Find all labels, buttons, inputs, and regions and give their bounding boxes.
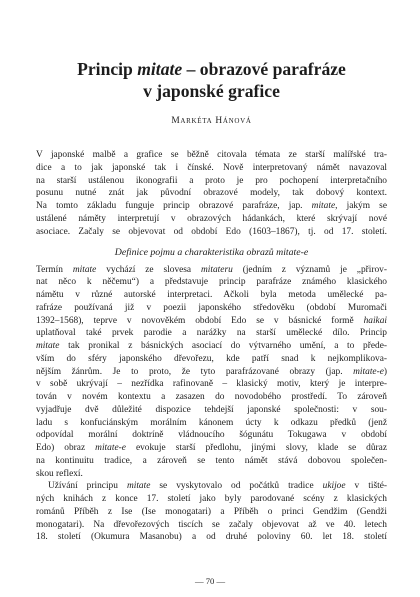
body-line: ných knihách z konce 17. století jako byly parodované scény z klasických <box>36 494 387 505</box>
body-line: skou reflexí. <box>36 468 83 479</box>
body-line: románů Příběh z Ise (Ise monogatari) a Příběh o princi Gendžim (Gendži <box>36 506 387 517</box>
body-line: odpovídal morální doktríně vládnoucího šógunátu Tokugawa v období <box>36 430 387 441</box>
body-line: Edo) obraz mitate-e evokuje starší předlohu, jinými slovy, klade se důraz <box>36 443 387 454</box>
body-line: mitate tak pronikal z básnických asociací do výtvarného umění, a to přede- <box>36 341 387 352</box>
page-number: — 70 — <box>194 576 226 586</box>
abstract-line: Na tomto základu funguje princip obrazové parafráze, jap. mitate, jakým se <box>36 201 387 212</box>
body-line: na kontinuitu tradice, a zároveň se tento námět stává dobovou společen- <box>36 455 387 466</box>
abstract-line: asociace. Začaly se objevovat od období Edo (1603–1867), tj. od 17. století. <box>36 226 387 237</box>
body-line: uplatňoval také prvek parodie a narážky na starší umělecké dílo. Princip <box>36 328 387 339</box>
abstract-line: ustálené náměty interpretují v obrazových hádankách, které skrývají nové <box>36 213 387 224</box>
abstract <box>36 149 387 239</box>
body-line: monogatari). Na dřevořezových tiscích se začaly objevovat až ve 40. letech <box>36 519 387 530</box>
abstract-line: na starší ustálenou ikonografii a proto je pro pochopení interpretačního <box>36 175 387 186</box>
body-line: nat něco k něčemu“) a představuje princip parafráze známého klasického <box>36 277 387 288</box>
title-line-2: v japonské grafice <box>143 81 280 101</box>
body-text <box>36 264 387 545</box>
body-line: 18. století (Okumura Masanobu) a od druhé poloviny 60. let 18. století <box>36 532 387 543</box>
body-line: námětu v různé autorské interpretaci. Ačkoli byla metoda umělecké pa- <box>36 290 387 301</box>
abstract-line: dice a to jak japonské tak i čínské. Nově interpretovaný námět navazoval <box>36 162 387 173</box>
body-line: vyjadřuje dvě důležité dispozice tehdejší japonské společnosti: v sou- <box>36 404 387 415</box>
body-line: Užívání principu mitate se vyskytovalo od počátků tradice ukijoe v tišté- <box>48 481 387 492</box>
section-heading: Definice pojmu a charakteristika obrazů mitate-e <box>114 246 309 258</box>
body-line: nějším žánrům. Je to proto, že tyto parafrázované obrazy (jap. mitate-e) <box>36 366 387 377</box>
body-line: ladu s konfuciánským morálním kánonem úcty k odkazu předků (jenž <box>36 417 387 428</box>
body-line: vším do sféry japonského dřevořezu, kde patří snad k nejkomplikova- <box>36 353 387 364</box>
article-title <box>36 58 387 102</box>
body-line: rafráze používaná již v poezii japonského středověku (období Muromači <box>36 302 387 313</box>
body-line: 1392–1568), teprve v novověkém období Edo se v básnické formě haikai <box>36 315 387 326</box>
document-page <box>36 58 387 544</box>
title-line-1: Princip mitate – obrazové parafráze <box>77 59 346 79</box>
body-line: tován v novém kontextu a zasazen do novodobého prostředí. To zároveň <box>36 392 387 403</box>
body-line: Termín mitate vychází ze slovesa mitateru (jedním z významů je „přirov- <box>36 264 387 275</box>
abstract-line: V japonské malbě a grafice se běžně citovala témata ze starší malířské tra- <box>36 150 387 160</box>
body-line: v sobě ukrývají – nezřídka rafinovaně – klasický motiv, který je interpre- <box>36 379 387 390</box>
author-name: Markéta Hánová <box>171 116 252 126</box>
abstract-line: posunu nutné znát jak původní obrazové modely, tak dobový kontext. <box>36 188 387 199</box>
